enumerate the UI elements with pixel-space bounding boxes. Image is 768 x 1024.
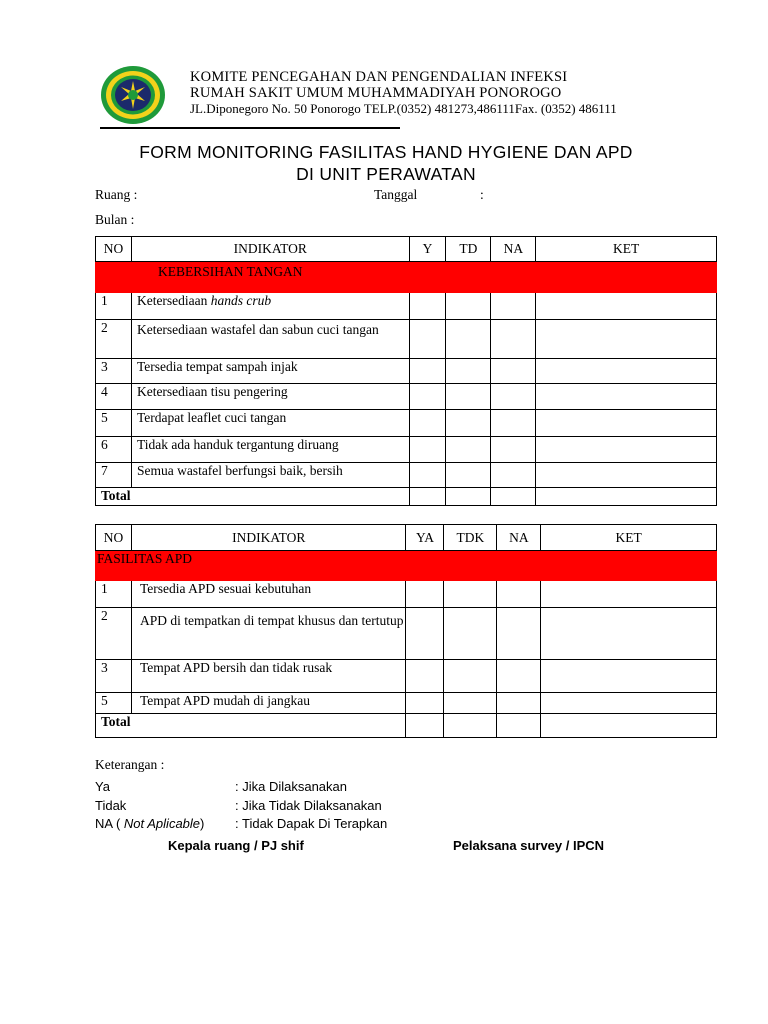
cell-y[interactable] — [409, 384, 446, 410]
cell-ket[interactable] — [536, 384, 717, 410]
apd-facilities-table — [95, 524, 717, 738]
total-ya[interactable] — [406, 714, 444, 738]
row-no: 3 — [96, 660, 132, 693]
total-row — [96, 488, 717, 506]
header-no: NO — [96, 237, 132, 262]
section-row — [96, 551, 717, 581]
row-indikator: Ketersediaan hands crub — [131, 293, 409, 320]
total-y[interactable] — [409, 488, 446, 506]
legend-item: Tidak : Jika Tidak Dilaksanakan — [95, 797, 204, 816]
cell-tdk[interactable] — [444, 608, 497, 660]
cell-ket[interactable] — [536, 359, 717, 384]
total-label: Total — [96, 488, 410, 506]
row-indikator: Tersedia APD sesuai kebutuhan — [131, 581, 406, 608]
tanggal-colon: : — [480, 187, 484, 202]
row-indikator: Tempat APD mudah di jangkau — [131, 693, 406, 714]
table-row — [96, 581, 717, 608]
total-na[interactable] — [497, 714, 541, 738]
header-ket: KET — [536, 237, 717, 262]
row-indikator: Ketersediaan tisu pengering — [131, 384, 409, 410]
table-row — [96, 463, 717, 488]
tanggal-label: Tanggal — [374, 187, 418, 202]
legend-value: : Tidak Dapak Di Terapkan — [235, 816, 388, 831]
table-row — [96, 660, 717, 693]
hospital-address: JL.Diponegoro No. 50 Ponorogo TELP.(0352) 481273,486111Fax. (0352) 486111 — [190, 101, 617, 116]
row-indikator: Ketersediaan wastafel dan sabun cuci tangan — [131, 320, 409, 359]
total-td[interactable] — [446, 488, 491, 506]
section-label: FASILITAS APD — [96, 551, 717, 581]
header-na: NA — [497, 525, 541, 551]
cell-ket[interactable] — [541, 608, 717, 660]
table-header-row — [96, 525, 717, 551]
cell-ket[interactable] — [536, 437, 717, 463]
cell-ya[interactable] — [406, 693, 444, 714]
cell-na[interactable] — [497, 581, 541, 608]
header-indikator: INDIKATOR — [131, 237, 409, 262]
cell-ket[interactable] — [541, 581, 717, 608]
section-row — [96, 262, 717, 293]
table-row — [96, 384, 717, 410]
cell-y[interactable] — [409, 359, 446, 384]
total-ket[interactable] — [541, 714, 717, 738]
cell-ya[interactable] — [406, 660, 444, 693]
header-no: NO — [96, 525, 132, 551]
row-no: 7 — [96, 463, 132, 488]
cell-td[interactable] — [446, 437, 491, 463]
ruang-label: Ruang : — [95, 187, 138, 202]
cell-td[interactable] — [446, 293, 491, 320]
header-divider — [100, 127, 400, 129]
header-ket: KET — [541, 525, 717, 551]
title-line-1: FORM MONITORING FASILITAS HAND HYGIENE DAN APD — [139, 142, 633, 162]
table-row — [96, 320, 717, 359]
legend-value: : Jika Tidak Dilaksanakan — [235, 797, 382, 813]
row-indikator: Tidak ada handuk tergantung diruang — [131, 437, 409, 463]
legend-value: : Jika Dilaksanakan — [235, 779, 347, 794]
cell-tdk[interactable] — [444, 693, 497, 714]
legend-item: NA ( Not Aplicable) : Tidak Dapak Di Terapkan — [95, 815, 204, 834]
row-no: 5 — [96, 693, 132, 714]
row-no: 4 — [96, 384, 132, 410]
header-tdk: TDK — [444, 525, 497, 551]
row-no: 1 — [96, 293, 132, 320]
header-na: NA — [491, 237, 536, 262]
signature-head-of-room: Kepala ruang / PJ shif — [168, 838, 304, 853]
row-indikator: Terdapat leaflet cuci tangan — [131, 410, 409, 437]
table-row — [96, 693, 717, 714]
total-label: Total — [96, 714, 406, 738]
cell-ket[interactable] — [541, 693, 717, 714]
section-label: KEBERSIHAN TANGAN — [96, 262, 717, 293]
cell-td[interactable] — [446, 384, 491, 410]
row-indikator: Tempat APD bersih dan tidak rusak — [131, 660, 406, 693]
cell-na[interactable] — [491, 437, 536, 463]
cell-tdk[interactable] — [444, 660, 497, 693]
table-row — [96, 437, 717, 463]
row-no: 3 — [96, 359, 132, 384]
row-no: 2 — [96, 320, 132, 359]
legend — [95, 778, 388, 834]
header-td: TD — [446, 237, 491, 262]
cell-ket[interactable] — [541, 660, 717, 693]
hospital-name: RUMAH SAKIT UMUM MUHAMMADIYAH PONOROGO — [190, 85, 562, 101]
total-ket[interactable] — [536, 488, 717, 506]
cell-na[interactable] — [491, 320, 536, 359]
cell-y[interactable] — [409, 463, 446, 488]
organization-header — [190, 69, 617, 117]
cell-ya[interactable] — [406, 581, 444, 608]
cell-td[interactable] — [446, 320, 491, 359]
row-no: 5 — [96, 410, 132, 437]
cell-tdk[interactable] — [444, 581, 497, 608]
header-ya: YA — [406, 525, 444, 551]
signature-surveyor: Pelaksana survey / IPCN — [453, 838, 605, 853]
cell-y[interactable] — [409, 293, 446, 320]
cell-ket[interactable] — [536, 463, 717, 488]
form-title — [96, 141, 676, 185]
table-row — [96, 608, 717, 660]
table-header-row — [96, 237, 717, 262]
title-line-2: DI UNIT PERAWATAN — [296, 164, 476, 184]
header-y: Y — [409, 237, 446, 262]
cell-na[interactable] — [497, 693, 541, 714]
cell-ya[interactable] — [406, 608, 444, 660]
row-indikator: Semua wastafel berfungsi baik, bersih — [131, 463, 409, 488]
table-row — [96, 359, 717, 384]
row-no: 6 — [96, 437, 132, 463]
cell-na[interactable] — [491, 410, 536, 437]
cell-na[interactable] — [491, 384, 536, 410]
header-indikator: INDIKATOR — [131, 525, 406, 551]
cell-y[interactable] — [409, 410, 446, 437]
hand-hygiene-table — [95, 236, 717, 506]
cell-ket[interactable] — [536, 320, 717, 359]
cell-td[interactable] — [446, 463, 491, 488]
cell-na[interactable] — [497, 660, 541, 693]
notes-heading: Keterangan : — [95, 757, 165, 772]
cell-na[interactable] — [491, 293, 536, 320]
total-tdk[interactable] — [444, 714, 497, 738]
row-no: 1 — [96, 581, 132, 608]
row-no: 2 — [96, 608, 132, 660]
cell-td[interactable] — [446, 359, 491, 384]
hospital-logo — [100, 65, 166, 125]
row-indikator: APD di tempatkan di tempat khusus dan tertutup — [131, 608, 406, 660]
cell-na[interactable] — [497, 608, 541, 660]
cell-na[interactable] — [491, 359, 536, 384]
cell-td[interactable] — [446, 410, 491, 437]
bulan-label: Bulan : — [95, 212, 135, 227]
cell-na[interactable] — [491, 463, 536, 488]
cell-ket[interactable] — [536, 293, 717, 320]
table-row — [96, 293, 717, 320]
total-row — [96, 714, 717, 738]
committee-name: KOMITE PENCEGAHAN DAN PENGENDALIAN INFEKSI — [190, 69, 568, 85]
cell-y[interactable] — [409, 320, 446, 359]
cell-ket[interactable] — [536, 410, 717, 437]
cell-y[interactable] — [409, 437, 446, 463]
legend-item: Ya : Jika Dilaksanakan — [95, 778, 204, 797]
row-indikator: Tersedia tempat sampah injak — [131, 359, 409, 384]
table-row — [96, 410, 717, 437]
total-na[interactable] — [491, 488, 536, 506]
